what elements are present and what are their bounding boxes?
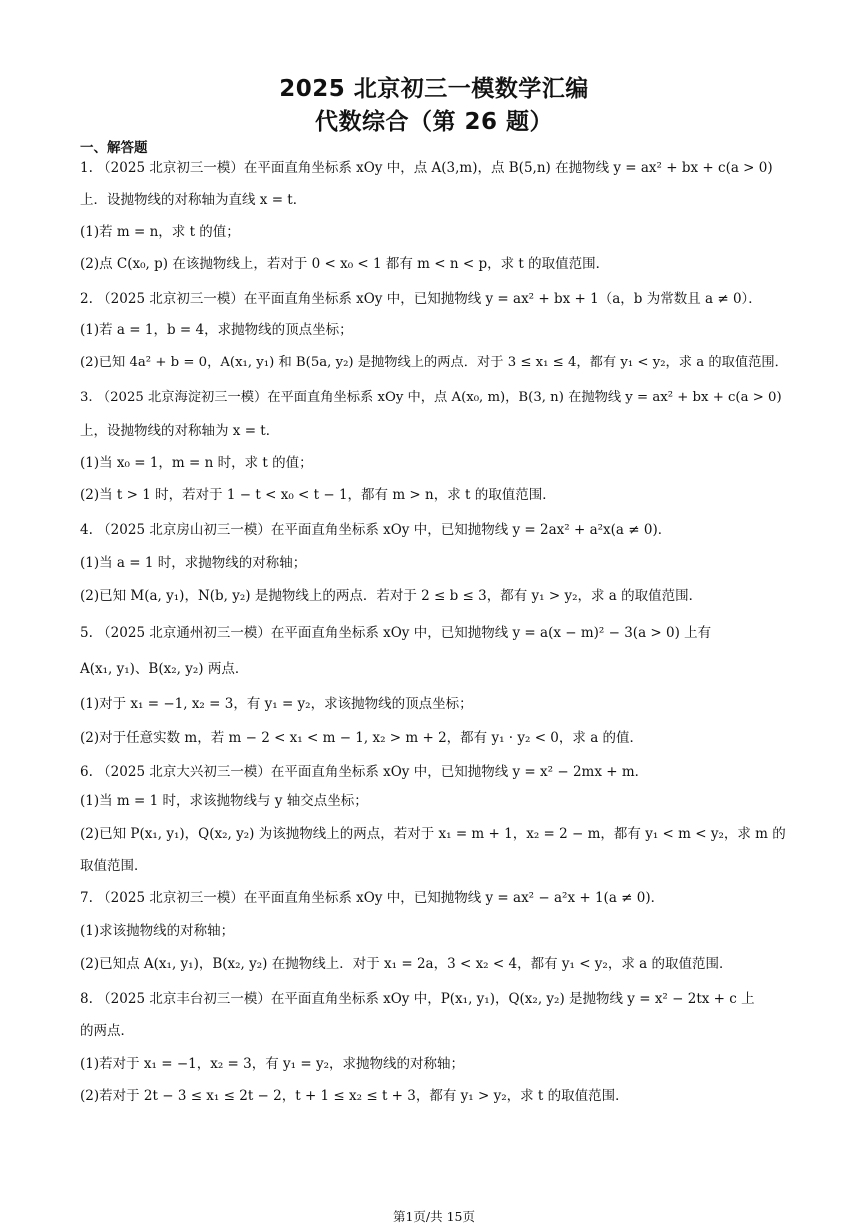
problem-line: 取值范围． bbox=[80, 858, 148, 874]
problem-line: (2)当 t > 1 时，若对于 1 − t < x₀ < t − 1，都有 m > n，求 t 的取值范围． bbox=[80, 487, 556, 503]
page-number: 第1页/共 15页 bbox=[392, 1209, 476, 1224]
problem-line: 8. （2025 北京丰台初三一模）在平面直角坐标系 xOy 中，P(x₁, y₁)，Q(x₂, y₂) 是抛物线 y = x² − 2tx + c 上 bbox=[80, 991, 755, 1007]
problem-line: (2)若对于 2t − 3 ≤ x₁ ≤ 2t − 2，t + 1 ≤ x₂ ≤ t + 3，都有 y₁ > y₂，求 t 的取值范围． bbox=[80, 1088, 629, 1104]
section-heading: 一、解答题 bbox=[80, 140, 148, 156]
problem-line: (1)当 a = 1 时，求抛物线的对称轴； bbox=[80, 555, 307, 571]
problem-line: (1)若对于 x₁ = −1，x₂ = 3，有 y₁ = y₂，求抛物线的对称轴； bbox=[80, 1056, 465, 1072]
problem-line: (1)若 m = n，求 t 的值； bbox=[80, 224, 240, 240]
problem-line: (2)点 C(x₀, p) 在该抛物线上，若对于 0 < x₀ < 1 都有 m < n < p，求 t 的取值范围． bbox=[80, 256, 610, 272]
document-subtitle: 代数综合（第 26 题） bbox=[314, 109, 554, 135]
problem-line: 上．设抛物线的对称轴为直线 x = t． bbox=[80, 192, 307, 208]
problem-line: 6. （2025 北京大兴初三一模）在平面直角坐标系 xOy 中，已知抛物线 y = x² − 2mx + m． bbox=[80, 764, 649, 780]
problem-line: 的两点． bbox=[80, 1023, 134, 1039]
problem-line: (2)已知点 A(x₁, y₁)，B(x₂, y₂) 在抛物线上．对于 x₁ = 2a，3 < x₂ < 4，都有 y₁ < y₂，求 a 的取值范围． bbox=[80, 956, 733, 972]
document-title: 2025 北京初三一模数学汇编 bbox=[279, 76, 589, 102]
problem-line: 2. （2025 北京初三一模）在平面直角坐标系 xOy 中，已知抛物线 y = ax² + bx + 1（a，b 为常数且 a ≠ 0）． bbox=[80, 291, 762, 307]
problem-line: 5. （2025 北京通州初三一模）在平面直角坐标系 xOy 中，已知抛物线 y = a(x − m)² − 3(a > 0) 上有 bbox=[80, 625, 712, 641]
problem-line: (1)求该抛物线的对称轴； bbox=[80, 923, 235, 939]
problem-line: (1)对于 x₁ = −1, x₂ = 3，有 y₁ = y₂，求该抛物线的顶点坐标； bbox=[80, 696, 473, 712]
problem-line: (2)已知 M(a, y₁)，N(b, y₂) 是抛物线上的两点．若对于 2 ≤ b ≤ 3，都有 y₁ > y₂，求 a 的取值范围． bbox=[80, 588, 703, 604]
problem-line: (1)当 x₀ = 1，m = n 时，求 t 的值； bbox=[80, 455, 313, 471]
problem-line: (2)对于任意实数 m，若 m − 2 < x₁ < m − 1, x₂ > m + 2，都有 y₁ · y₂ < 0，求 a 的值． bbox=[80, 730, 644, 746]
problem-line: (2)已知 P(x₁, y₁)，Q(x₂, y₂) 为该抛物线上的两点，若对于 x₁ = m + 1，x₂ = 2 − m，都有 y₁ < m < y₂，求 m 的 bbox=[80, 826, 786, 842]
problem-line: 7. （2025 北京初三一模）在平面直角坐标系 xOy 中，已知抛物线 y = ax² − a²x + 1(a ≠ 0)． bbox=[80, 890, 665, 906]
problem-line: 3. （2025 北京海淀初三一模）在平面直角坐标系 xOy 中，点 A(x₀, m)，B(3, n) 在抛物线 y = ax² + bx + c(a > 0) bbox=[80, 390, 782, 405]
problem-line: (2)已知 4a² + b = 0，A(x₁, y₁) 和 B(5a, y₂) 是抛物线上的两点．对于 3 ≤ x₁ ≤ 4，都有 y₁ < y₂，求 a 的取值范围． bbox=[80, 355, 788, 370]
problem-line: 上，设抛物线的对称轴为 x = t． bbox=[80, 423, 280, 439]
problem-line: A(x₁, y₁)、B(x₂, y₂) 两点． bbox=[80, 661, 249, 677]
problem-line: (1)当 m = 1 时，求该抛物线与 y 轴交点坐标； bbox=[80, 793, 368, 809]
problem-line: 4. （2025 北京房山初三一模）在平面直角坐标系 xOy 中，已知抛物线 y = 2ax² + a²x(a ≠ 0)． bbox=[80, 522, 672, 538]
problem-line: 1. （2025 北京初三一模）在平面直角坐标系 xOy 中，点 A(3,m)，点 B(5,n) 在抛物线 y = ax² + bx + c(a > 0) bbox=[80, 160, 773, 176]
problem-line: (1)若 a = 1，b = 4，求抛物线的顶点坐标； bbox=[80, 322, 353, 338]
